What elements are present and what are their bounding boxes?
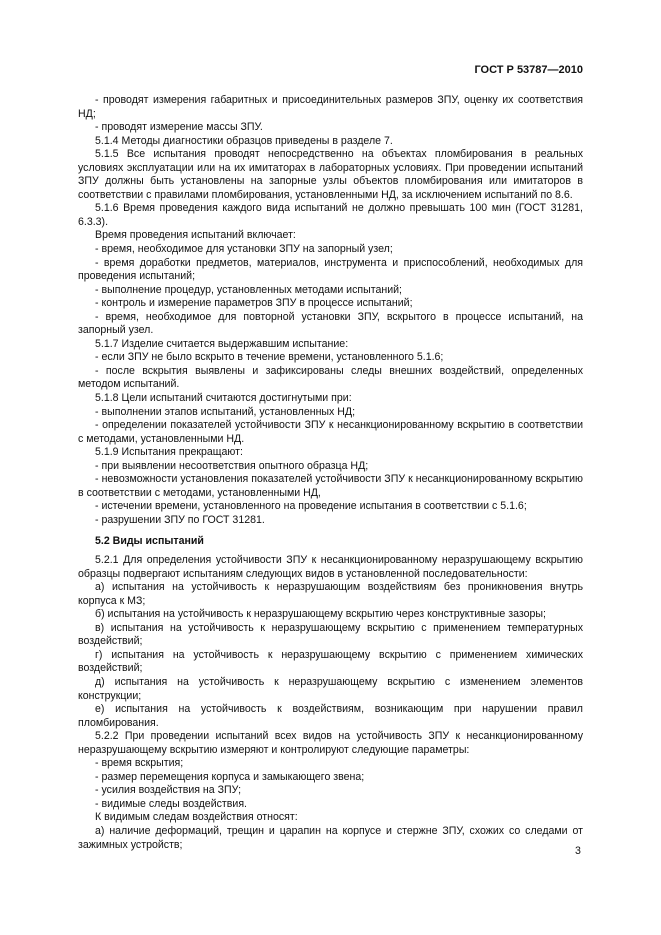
paragraph: - истечении времени, установленного на проведение испытания в соответствии с 5.1.6; xyxy=(95,500,527,513)
paragraph: 5.1.4 Методы диагностики образцов приведены в разделе 7. xyxy=(95,134,393,147)
document-header: ГОСТ Р 53787—2010 xyxy=(474,64,583,76)
paragraph: 5.1.8 Цели испытаний считаются достигнутыми при: xyxy=(95,392,352,405)
paragraph: - выполнение процедур, установленных методами испытаний; xyxy=(95,283,403,296)
paragraph: - выполнении этапов испытаний, установленных НД; xyxy=(95,405,356,418)
paragraph: б) испытания на устойчивость к неразрушающему вскрытию через конструктивные зазоры; xyxy=(95,608,546,621)
paragraph: г) испытания на устойчивость к неразрушающему вскрытию с применением химических воздействий; xyxy=(78,648,583,675)
paragraph: - проводят измерения габаритных и присоединительных размеров ЗПУ, оценку их соответствия НД; xyxy=(78,94,583,120)
paragraph: - время доработки предметов, материалов, инструмента и приспособлений, необходимых для проведения испытаний; xyxy=(78,256,583,283)
paragraph: К видимым следам воздействия относят: xyxy=(95,811,298,824)
paragraph: 5.2.1 Для определения устойчивости ЗПУ к несанкционированному неразрушающему вскрытию образцы подвергают испытаниям следующих видов в установленной последовательности: xyxy=(78,554,583,580)
paragraphs-block-b xyxy=(78,554,583,852)
paragraph: 5.1.7 Изделие считается выдержавшим испытание: xyxy=(95,337,349,350)
paragraph: - при выявлении несоответствия опытного образца НД; xyxy=(95,459,369,472)
paragraph: а) испытания на устойчивость к неразрушающим воздействиям без проникновения внутрь корпуса к МЗ; xyxy=(78,581,583,607)
paragraph: - время, необходимое для повторной установки ЗПУ, вскрытого в процессе испытаний, на запорный узел. xyxy=(78,310,583,337)
paragraph: - если ЗПУ не было вскрыто в течение времени, установленного 5.1.6; xyxy=(95,351,444,364)
paragraph: - видимые следы воздействия. xyxy=(95,797,247,810)
paragraph: - невозможности установления показателей устойчивости ЗПУ к несанкционированному вскрытию в соответствии с методами, установленными НД, xyxy=(78,473,583,499)
paragraph: е) испытания на устойчивость к воздействиям, возникающим при нарушении правил пломбирования. xyxy=(78,703,583,729)
paragraph: 5.1.9 Испытания прекращают: xyxy=(95,446,243,459)
paragraph: - усилия воздействия на ЗПУ; xyxy=(95,784,242,797)
paragraphs-block-a xyxy=(78,94,583,528)
page-number: 3 xyxy=(575,845,581,857)
paragraph: - проводят измерение массы ЗПУ. xyxy=(95,121,263,134)
paragraph: - время, необходимое для установки ЗПУ на запорный узел; xyxy=(95,243,393,256)
paragraph: - после вскрытия выявлены и зафиксированы следы внешних воздействий, определенных методом испытаний. xyxy=(78,364,583,391)
paragraph: - время вскрытия; xyxy=(95,757,184,770)
section-title: 5.2 Виды испытаний xyxy=(95,534,204,547)
paragraph: а) наличие деформаций, трещин и царапин на корпусе и стержне ЗПУ, схожих со следами от зажимных устройств; xyxy=(78,824,583,851)
paragraph: Время проведения испытаний включает: xyxy=(95,229,296,242)
paragraph: 5.1.5 Все испытания проводят непосредственно на объектах пломбирования в реальных условиях эксплуатации или на их имитаторах в лабораторных условиях. При проведении испытаний ЗПУ должны быть установлены на запорные узлы объектов пломбирования или имитаторов в соответствии с правилами пломбирования, установленными НД, за исключением испытаний по 8.6. xyxy=(78,148,583,201)
document-body xyxy=(78,94,583,852)
paragraph: д) испытания на устойчивость к неразрушающему вскрытию с изменением элементов конструкции; xyxy=(78,675,583,702)
paragraph: - размер перемещения корпуса и замыкающего звена; xyxy=(95,770,365,783)
paragraph: - контроль и измерение параметров ЗПУ в процессе испытаний; xyxy=(95,297,413,310)
paragraph: - определении показателей устойчивости ЗПУ к несанкционированному вскрытию в соответствии с методами, установленными НД. xyxy=(78,419,583,445)
paragraph: в) испытания на устойчивость к неразрушающему вскрытию с применением температурных воздействий; xyxy=(78,621,583,648)
paragraph: 5.1.6 Время проведения каждого вида испытаний не должно превышать 100 мин (ГОСТ 31281, 6.3.3). xyxy=(78,202,583,228)
paragraph: 5.2.2 При проведении испытаний всех видов на устойчивость ЗПУ к несанкционированному неразрушающему вскрытию измеряют и контролируют следующие параметры: xyxy=(78,730,583,756)
paragraph: - разрушении ЗПУ по ГОСТ 31281. xyxy=(95,513,265,526)
